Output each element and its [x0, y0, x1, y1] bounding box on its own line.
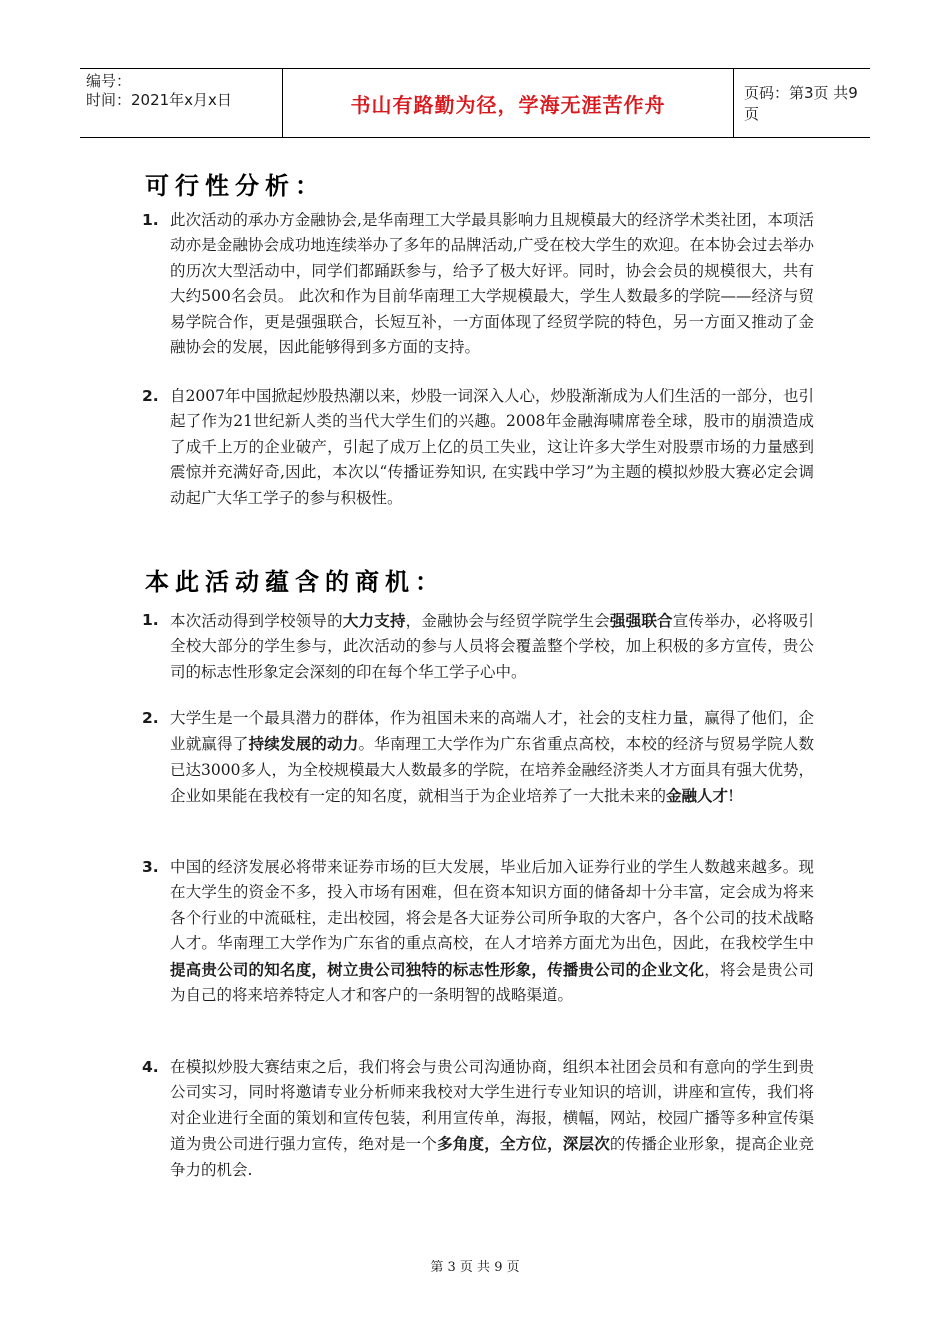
item-text: [170, 1055, 814, 1183]
item-number: 2.: [142, 709, 159, 727]
item-text: [170, 608, 814, 685]
item-number: 2.: [142, 387, 159, 405]
header-motto-cell: [282, 69, 734, 137]
item-number: 1.: [142, 611, 159, 629]
text-segment: 自2007年中国掀起炒股热潮以来，炒股一词深入人心，炒股渐渐成为人们生活的一部分，也引起了作为21世纪新人类的当代大学生们的兴趣。2008年金融海啸席卷全球，股市的崩溃造成了成千上万的企业破产，引起了成万上亿的员工失业，这让许多大学生对股票市场的力量感到震惊并充满好奇,因此，本次以“传播证券知识, 在实践中学习”为主题的模拟炒股大赛必定会调动起广大华工学子的参与积极性。: [170, 387, 814, 507]
emphasis-text: 持续发展的动力: [248, 734, 359, 754]
text-segment: ，金融协会与经贸学院学生会: [405, 612, 610, 630]
opportunity-item-1: [142, 608, 814, 685]
item-number: 1.: [142, 211, 159, 229]
text-segment: 宣传举办，必将吸引全校大部分的学生参与，此次活动的参与人员将会覆盖整个学校，加上积极的多方宣传，贵公司的标志性形象定会深刻的印在每个华工学子心中。: [170, 612, 814, 681]
text-segment: 在模拟炒股大赛结束之后，我们将会与贵公司沟通协商，组织本社团会员和有意向的学生到贵公司实习，同时将邀请专业分析师来我校对大学生进行专业知识的培训，讲座和宣传，我们将对企业进行全面的策划和宣传包装，利用宣传单，海报，横幅，网站，校园广播等多种宣传渠道为贵公司进行强力宣传，绝对是一个: [170, 1058, 814, 1154]
opportunity-item-4: [142, 1055, 814, 1183]
item-text: [170, 208, 814, 360]
item-text: [170, 706, 814, 810]
page-header: [80, 68, 870, 138]
emphasis-text: 强强联合: [609, 611, 673, 630]
opportunity-item-3: [142, 855, 814, 1008]
feasibility-analysis-heading: 可行性分析：: [145, 172, 325, 200]
header-meta-cell: [80, 69, 282, 137]
business-opportunity-heading: 本此活动蕴含的商机：: [145, 568, 445, 596]
text-segment: 的传播企业形象，提高企业竞争力的机会.: [170, 1135, 814, 1179]
item-text: [170, 855, 814, 1008]
header-page-cell: [734, 69, 870, 137]
feasibility-item-2: [142, 384, 814, 511]
emphasis-text: 金融人才: [666, 786, 729, 806]
footer-page-number: 第 3 页 共 9 页: [430, 1260, 520, 1275]
emphasis-text: 大力支持: [342, 611, 406, 630]
emphasis-text: 多角度，全方位，深层次: [437, 1134, 610, 1154]
item-number: 3.: [142, 858, 159, 876]
text-segment: 本次活动得到学校领导的: [170, 612, 343, 630]
motto-text: 书山有路勤为径，学海无涯苦作舟: [350, 92, 666, 117]
page-number-label: 页码：第3页 共9页: [744, 84, 858, 123]
date-label: 时间：2021年x月x日: [86, 91, 232, 109]
text-segment: 此次活动的承办方金融协会,是华南理工大学最具影响力且规模最大的经济学术类社团，本项活动亦是金融协会成功地连续举办了多年的品牌活动,广受在校大学生的欢迎。在本协会过去举办的历次大型活动中，同学们都踊跃参与，给予了极大好评。同时，协会会员的规模很大，共有大约500名会员。 此次和作为目前华南理工大学规模最大，学生人数最多的学院——经济与贸易学院合作，更是强强联合，长短互补，一方面体现了经贸学院的特色，另一方面又推动了金融协会的发展，因此能够得到多方面的支持。: [170, 211, 814, 357]
emphasis-text: 提高贵公司的知名度，树立贵公司独特的标志性形象，传播贵公司的企业文化: [170, 959, 705, 979]
text-segment: 。华南理工大学作为广东省重点高校，本校的经济与贸易学院人数已达3000多人，为全校规模最大人数最多的学院，在培养金融经济类人才方面具有强大优势，企业如果能在我校有一定的知名度，就相当于为企业培养了一大批未来的: [170, 735, 814, 806]
item-text: [170, 384, 814, 511]
text-segment: ，将会是贵公司为自己的将来培养特定人才和客户的一条明智的战略渠道。: [170, 960, 814, 1005]
text-segment: !: [728, 787, 735, 806]
page-footer: [0, 1256, 950, 1275]
feasibility-item-1: [142, 208, 814, 360]
opportunity-item-2: [142, 706, 814, 810]
text-segment: 大学生是一个最具潜力的群体，作为祖国未来的高端人才，社会的支柱力量，赢得了他们，企业就赢得了: [170, 709, 814, 754]
serial-number-label: 编号：: [86, 72, 132, 90]
text-segment: 中国的经济发展必将带来证券市场的巨大发展，毕业后加入证券行业的学生人数越来越多。现在大学生的资金不多，投入市场有困难，但在资本知识方面的储备却十分丰富，定会成为将来各个行业的中流砥柱，走出校园，将会是各大证券公司所争取的大客户，各个公司的技术战略人才。华南理工大学作为广东省的重点高校，在人才培养方面尤为出色，因此，在我校学生中: [170, 858, 814, 953]
item-number: 4.: [142, 1058, 159, 1076]
